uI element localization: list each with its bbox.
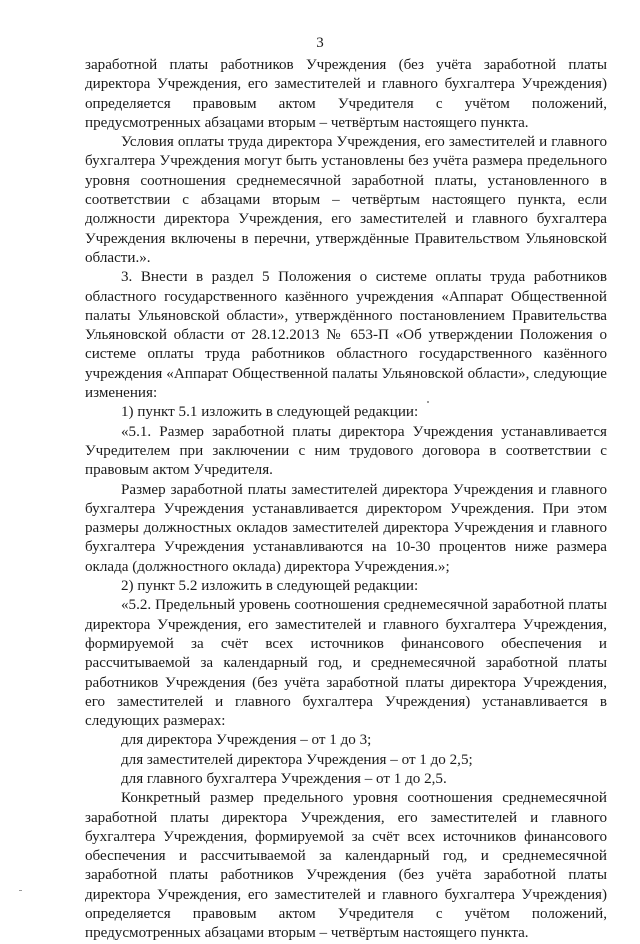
paragraph-deputy-salary: Размер заработной платы заместителей директора Учреждения и главного бухгалтера Учреждения устанавливается директором Учреждения. При этом размеры должностных окладов заместителей директора Учреждения и главного бухгалтера Учреждения устанавливаются на 10-30 процентов ниже размера оклада (должностного оклада) директора Учреждения.»; (85, 481, 607, 575)
paragraph-item-3: 3. Внести в раздел 5 Положения о системе оплаты труда работников областного государственного казённого учреждения «Аппарат Общественной палаты Ульяновской области», утверждённого постановлением Правительства Ульяновской области от 28.12.2013 № 653-П «Об утверждении Положения о системе оплаты труда работников областного государственного казённого учреждения «Аппарат Общественной палаты Ульяновской области», следующие изменения: (85, 269, 607, 402)
scan-speck (19, 890, 22, 891)
paragraph-clause-5-2: «5.2. Предельный уровень соотношения среднемесячной заработной платы директора Учреждения, его заместителей и главного бухгалтера Учреждения, формируемой за счёт всех источников финансового обеспечения и рассчитываемой за календарный год, и среднемесячной заработной платы работников Учреждения (без учёта заработной платы директора Учреждения, его заместителей и главного бухгалтера Учреждения) устанавливается в следующих размерах: (85, 597, 607, 730)
paragraph-subitem-2: 2) пункт 5.2 изложить в следующей редакции: (121, 578, 419, 595)
document-body (85, 56, 607, 944)
page-number: 3 (316, 35, 324, 51)
paragraph-specific-ratio: Конкретный размер предельного уровня соотношения среднемесячной заработной платы директора Учреждения, его заместителей и главного бухгалтера Учреждения, формируемой за счёт всех источников финансового обеспечения и рассчитываемой за календарный год, и среднемесячной заработной платы работников Учреждения (без учёта заработной платы директора Учреждения, его заместителей и главного бухгалтера Учреждения) определяется правовым актом Учредителя с учётом положений, предусмотренных абзацами вторым – четвёртым настоящего пункта. (85, 790, 607, 942)
list-item-deputies: для заместителей директора Учреждения – от 1 до 2,5; (121, 751, 473, 768)
paragraph-continuation: заработной платы работников Учреждения (без учёта заработной платы директора Учреждения, его заместителей и главного бухгалтера Учреждения) определяется правовым актом Учредителя с учётом положений, предусмотренных абзацами вторым – четвёртым настоящего пункта. (85, 57, 607, 131)
paragraph-conditions: Условия оплаты труда директора Учреждения, его заместителей и главного бухгалтера Учреждения могут быть установлены без учёта размера предельного уровня соотношения среднемесячной заработной платы, установленного в соответствии с абзацами вторым – четвёртым настоящего пункта, если должности директора Учреждения, его заместителей и главного бухгалтера Учреждения включены в перечни, утверждённые Правительством Ульяновской области.». (85, 134, 607, 266)
list-item-director: для директора Учреждения – от 1 до 3; (121, 732, 372, 749)
paragraph-subitem-1: 1) пункт 5.1 изложить в следующей редакции: (121, 404, 419, 421)
scan-speck (427, 401, 429, 403)
paragraph-clause-5-1: «5.1. Размер заработной платы директора Учреждения устанавливается Учредителем при заключении с ним трудового договора в соответствии с правовым актом Учредителя. (85, 423, 607, 479)
list-item-chief-accountant: для главного бухгалтера Учреждения – от 1 до 2,5. (121, 770, 447, 787)
